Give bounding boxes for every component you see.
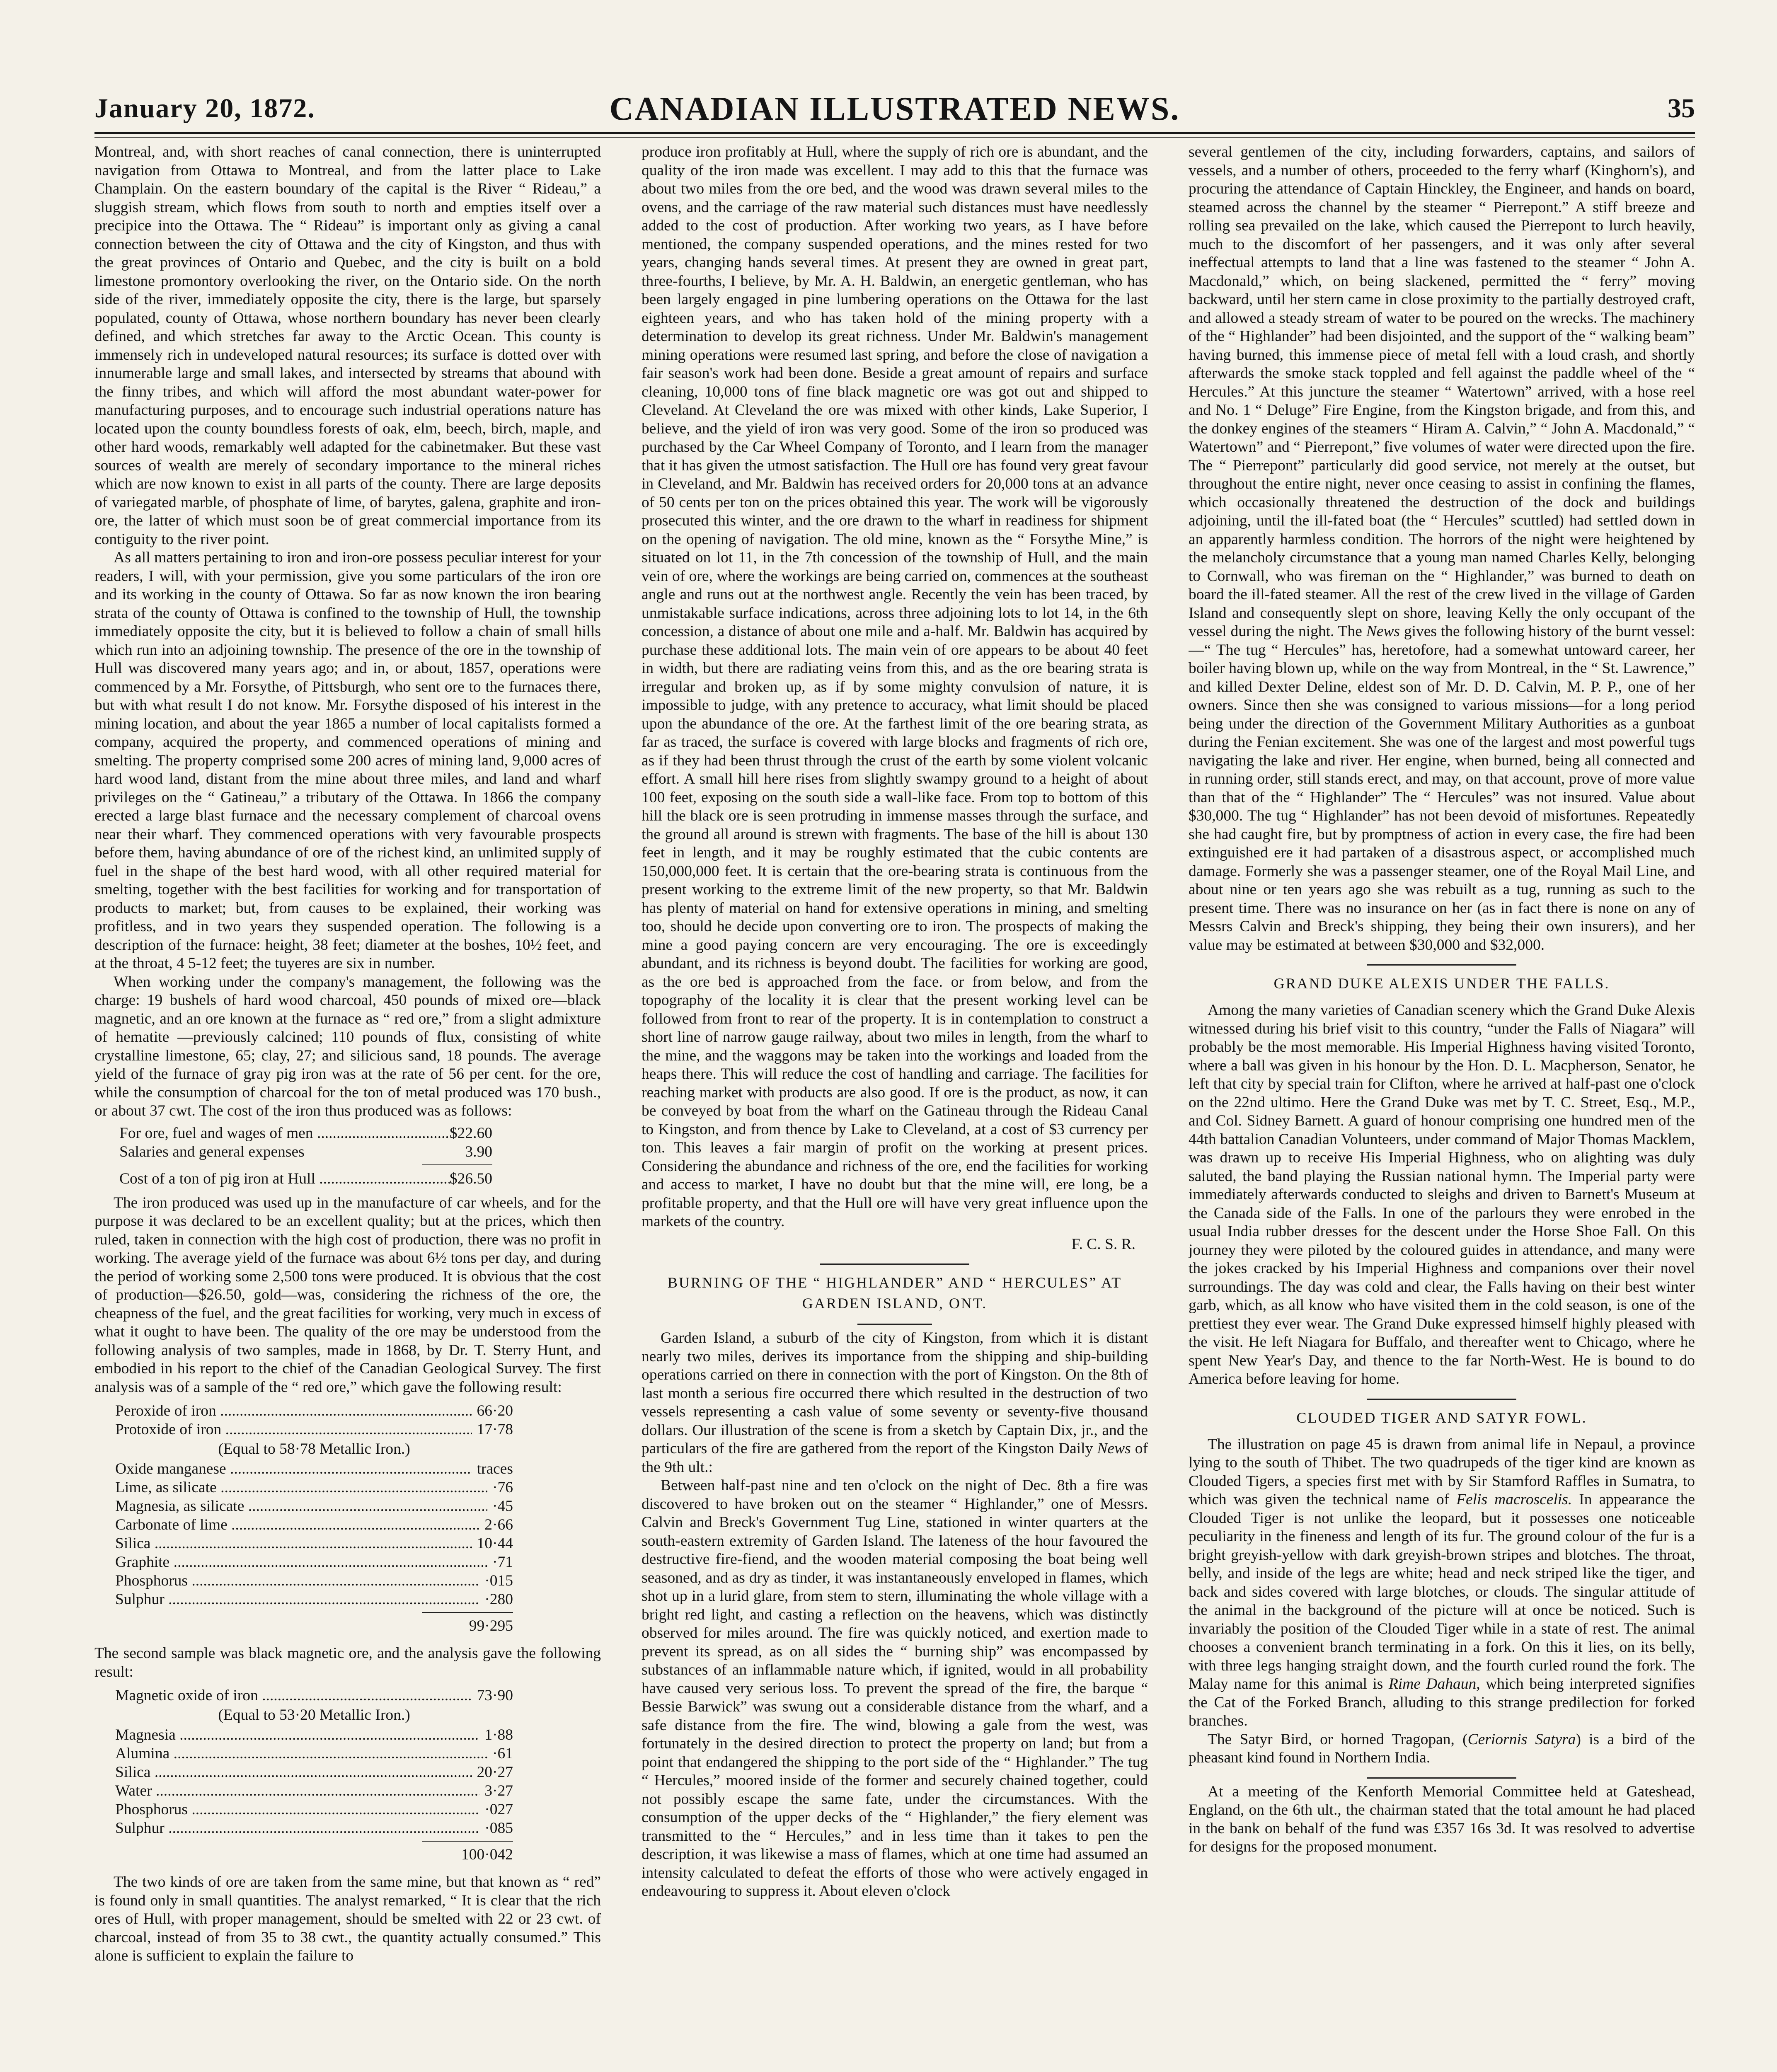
analysis-value: ·76 xyxy=(492,1479,513,1496)
analysis-value: traces xyxy=(477,1460,513,1477)
analysis-row xyxy=(115,1534,513,1553)
analysis-total: 100·042 xyxy=(461,1846,513,1863)
analysis-label: Peroxide of iron ..... xyxy=(115,1402,472,1420)
analysis-value: 1·88 xyxy=(484,1726,513,1743)
analysis-value: ·280 xyxy=(484,1591,513,1608)
page-number: 35 xyxy=(1668,93,1695,123)
italic-term: Felis macroscelis. xyxy=(1456,1491,1572,1508)
analysis-label: Silica ..... xyxy=(115,1534,472,1553)
paragraph xyxy=(1189,143,1695,954)
cost-total-value: $26.50 xyxy=(449,1170,492,1187)
analysis-label: Sulphur ..... xyxy=(115,1819,479,1837)
analysis-label: Carbonate of lime ..... xyxy=(115,1515,479,1534)
sum-rule xyxy=(422,1164,492,1165)
analysis-row xyxy=(115,1744,513,1763)
section-divider xyxy=(820,1264,969,1265)
analysis-row xyxy=(115,1571,513,1590)
paragraph: Montreal, and, with short reaches of canal connection, there is uninterrupted navigation from Ottawa to Montreal, and from the latter place to Lake Champlain. On the eastern boundary of the capital is the River “ Rideau,” a sluggish stream, which flows from south to north and empties itself over a precipice into the Ottawa. The “ Rideau” is important only as giving a canal connection between the city of Ottawa and the city of Kingston, and thus with the great provinces of Ontario and Quebec, and the city is built on a bold limestone promontory overlooking the river, on the Ontario side. On the north side of the river, immediately opposite the city, there is the large, but sparsely populated, county of Ottawa, whose northern boundary has never been clearly defined, and which stretches far away to the Arctic Ocean. This county is immensely rich in undeveloped natural resources; its surface is dotted over with innumerable large and small lakes, and intersected by streams that abound with the finny tribes, and which will afford the most abundant water-power for manufacturing purposes, and to encourage such industrial operations nature has located upon the county boundless forests of oak, elm, beech, birch, maple, and other hard woods, remarkably well adapted for the cabinetmaker. But these vast sources of wealth are merely of secondary importance to the mineral riches which are now known to exist in all parts of the county. There are large deposits of variegated marble, of phosphate of lime, of barytes, galena, graphite and iron-ore, the latter of which must soon be of great commercial importance from its contiguity to the river point. xyxy=(94,143,601,548)
analysis-row xyxy=(115,1478,513,1497)
masthead xyxy=(94,83,1695,128)
analysis-label: Magnesia, as silicate ..... xyxy=(115,1497,487,1515)
paragraph: As all matters pertaining to iron and iron-ore possess peculiar interest for your readers, I will, with your permission, give you some particulars of the iron ore and its working in the county of Ottawa. So far as now known the iron bearing strata of the county of Ottawa is confined to the township of Hull, the township immediately opposite the city, but it is believed to follow a chain of small hills which run into an adjoining township. The presence of the ore in the township of Hull was discovered many years ago; and in, or about, 1857, operations were commenced by a Mr. Forsythe, of Pittsburgh, who sent ore to the furnaces there, but with what result I do not know. Mr. Forsythe disposed of his interest in the mining location, and about the year 1865 a number of local capitalists formed a company, acquired the property, and commenced operations of mining and smelting. The property comprised some 200 acres of mining land, 9,000 acres of hard wood land, distant from the mine about three miles, and land and wharf privileges on the “ Gatineau,” a tributary of the Ottawa. In 1866 the company erected a large blast furnace and the necessary complement of charcoal ovens near their wharf. They commenced operations with very favourable prospects before them, having abundance of ore of the richest kind, an unlimited supply of fuel in the shape of the best hard wood, with all other required material for smelting, together with the best facilities for working and for transportation of products to market; but, from causes to be explained, their working was profitless, and in two years they suspended operation. The following is a description of the furnace: height, 38 feet; diameter at the boshes, 10½ feet, and at the throat, 4 5-12 feet; the tuyeres are six in number. xyxy=(94,549,601,972)
cost-total-row xyxy=(119,1169,492,1188)
italic-term: Rime Dahaun, xyxy=(1388,1675,1480,1692)
issue-date: January 20, 1872. xyxy=(94,93,315,123)
analysis-label: Lime, as silicate ..... xyxy=(115,1478,487,1497)
analysis-value: ·61 xyxy=(492,1745,513,1762)
paragraph-text: The illustration on page 45 is drawn from animal life in Nepaul, a province lying to the south of Thibet. The two quadrupeds of the tiger kind are known as Clouded Tigers, a species first met with by Sir Stamford Raffles in Sumatra, to which was given the technical name of xyxy=(1189,1435,1695,1508)
analysis-label: Silica ..... xyxy=(115,1763,472,1782)
cost-row xyxy=(119,1143,492,1161)
analysis-row xyxy=(115,1800,513,1819)
analysis-label: Sulphur ..... xyxy=(115,1590,479,1609)
analysis-row xyxy=(115,1460,513,1478)
paragraph-text: of the 9th ult.: xyxy=(642,1440,1148,1476)
paragraph: Between half-past nine and ten o'clock on the night of Dec. 8th a fire was discovered to have broken out on the steamer “ Highlander,” one of Messrs. Calvin and Breck's Government Tug Line, stationed in winter quarters at the south-eastern extremity of Garden Island. The lateness of the hour favoured the destructive fire-fiend, and the wooden material composing the boat being well seasoned, and as dry as tinder, it was instantaneously enveloped in flames, which shot up in a lurid glare, from stem to stern, illuminating the whole village with a bright red light, and casting a reflection on the heavens, which was distinctly observed for miles around. The fire was quickly noticed, and exertion made to prevent its spread, as on all sides the “ burning ship” was encompassed by substances of an inflammable nature which, if ignited, would in all probability have caused very serious loss. To prevent the spread of the fire, the barque “ Bessie Barwick” was swung out a considerable distance from the wharf, and a safe distance from the fire. The wind, blowing a gale from the west, was fortunately in the desired direction to protect the property on land; but from a point that endangered the shipping to the port side of the “ Highlander.” The tug “ Hercules,” moored inside of the former and securely chained together, could not possibly escape the same fate, under the circumstances. With the consumption of the upper decks of the “ Highlander,” the fiery element was transmitted to the “ Hercules,” and in less time than it takes to pen the description, it was likewise a mass of flames, which at one time had assumed an intensity calculated to defeat the efforts of those who were actively engaged in endeavouring to suppress it. About eleven o'clock xyxy=(642,1477,1148,1900)
paragraph-text: gives the following history of the burnt vessel:—“ The tug “ Hercules” has, heretofore, had a somewhat untoward career, her boiler having blown up, while on the way from Montreal, in the “ St. Lawrence,” and killed Dexter Deline, eldest son of Mr. D. D. Calvin, M. P. P., one of her owners. Since then she was consigned to various missions—for a long period being under the direction of the Government Military Authorities as a gunboat during the Fenian excitement. She was one of the largest and most powerful tugs navigating the lake and river. Her engine, when burned, being all connected and in running order, still stands erect, and may, on that account, prove of more value than that of the “ Highlander” The “ Hercules” was not insured. Value about $30,000. The tug “ Highlander” has not been devoid of misfortunes. Repeatedly she had caught fire, but by promptness of action in every case, the fire had been extinguished ere it had partaken of a disastrous aspect, or accomplished much damage. Formerly she was a passenger steamer, one of the Royal Mail Line, and about nine or ten years ago she was rebuilt as a tug, running as such to the present time. There was no insurance on her (as in fact there is none on any of Messrs Calvin and Breck's shipping, they being their own insurers), and her value may be estimated at between $30,000 and $32,000. xyxy=(1189,623,1695,954)
italic-term: Ceriornis Satyra xyxy=(1467,1731,1576,1748)
column-2 xyxy=(642,143,1148,2072)
paragraph-text: several gentlemen of the city, including forwarders, captains, and sailors of vessels, and a number of others, proceeded to the ferry wharf (Kinghorn's), and procuring the attendance of Captain Hinckley, the Engineer, and hands on board, steamed across the channel by the steamer “ Pierrepont.” A stiff breeze and rolling sea prevailed on the lake, which caused the Pierrepont to lurch heavily, much to the discomfort of her passengers, and it was only after several ineffectual attempts to land that a line was fastened to the steamer “ John A. Macdonald,” which, on being slackened, permitted the “ ferry” moving backward, until her stern came in close proximity to the partially destroyed craft, and allowed a steady stream of water to be poured on the wrecks. The machinery of the “ Highlander” had been disjointed, and the support of the “ walking beam” having burned, this immense piece of metal fell with a loud crash, and shortly afterwards the smoke stack toppled and fell against the paddle wheel of the “ Hercules.” At this juncture the steamer “ Watertown” arrived, with a hose reel and No. 1 “ Deluge” Fire Engine, from the Kingston brigade, and from this, and the donkey engines of the steamers “ Hiram A. Calvin,” “ John A. Macdonald,” “ Watertown” and “ Pierrepont,” five volumes of water were directed upon the fire. The “ Pierrepont” particularly did good service, not merely at the outset, but throughout the entire night, never once ceasing to assist in confining the flames, which occasionally threatened the destruction of the dock and buildings adjoining, until the ill-fated boat (the “ Hercules” scuttled) had settled down in an apparently harmless condition. The horrors of the night were heightened by the melancholy circumstance that a young man named Charles Kelly, belonging to Cornwall, who was fireman on the “ Highlander,” was burned to death on board the ill-fated steamer. All the rest of the crew lived in the village of Garden Island and consequently slept on shore, leaving Kelly the only occupant of the vessel during the night. The xyxy=(1189,143,1695,640)
section-divider xyxy=(1367,1777,1516,1779)
analysis-label: Oxide manganese ..... xyxy=(115,1460,472,1478)
analysis-row xyxy=(115,1819,513,1837)
paragraph: The two kinds of ore are taken from the same mine, but that known as “ red” is found only in small quantities. The analyst remarked, “ It is clear that the rich ores of Hull, with proper management, should be smelted with 22 or 23 cwt. of charcoal, instead of from 35 to 38 cwt., the quantity actually consumed.” This alone is sufficient to explain the failure to xyxy=(94,1874,601,1964)
paragraph xyxy=(1189,1435,1695,1731)
paragraph-text: ) is a bird of the pheasant kind found in Northern India. xyxy=(1189,1731,1695,1766)
analysis-row xyxy=(115,1402,513,1420)
analysis-label: Magnetic oxide of iron ..... xyxy=(115,1686,472,1705)
analysis-row xyxy=(115,1590,513,1609)
section-divider xyxy=(1367,964,1516,966)
analysis-note: (Equal to 53·20 Metallic Iron.) xyxy=(218,1706,410,1723)
analysis-label: Graphite ..... xyxy=(115,1553,487,1571)
paragraph: The iron produced was used up in the manufacture of car wheels, and for the purpose it was declared to be an excellent quality; but at the prices, which then ruled, taken in connection with the high cost of production, there was no profit in working. The average yield of the furnace was about 6½ tons per day, and during the period of working some 2,500 tons were produced. It is obvious that the cost of production—$26.50, gold—was, considering the richness of the ore, the cheapness of the fuel, and the great facilities for working, very much in excess of what it ought to have been. The quality of the ore may be understood from the following analysis of two samples, made in 1868, by Dr. T. Sterry Hunt, and embodied in his report to the chief of the Canadian Geological Survey. The first analysis was of a sample of the “ red ore,” which gave the following result: xyxy=(94,1194,601,1396)
analysis-row xyxy=(115,1763,513,1782)
paragraph-text: which being interpreted signifies the Cat of the Forked Branch, alluding to this strange predilection for forked branches. xyxy=(1189,1675,1695,1729)
article-heading: BURNING OF THE “ HIGHLANDER” AND “ HERCULES” AT GARDEN ISLAND, ONT. xyxy=(667,1274,1122,1312)
analysis-value: 73·90 xyxy=(477,1687,513,1704)
analysis-value: ·71 xyxy=(492,1554,513,1571)
cost-value: 3.90 xyxy=(465,1143,492,1160)
analysis-label: Protoxide of iron ..... xyxy=(115,1420,472,1439)
sum-rule xyxy=(422,1841,513,1842)
cost-label: Salaries and general expenses xyxy=(119,1143,305,1160)
analysis-value: 20·27 xyxy=(477,1764,513,1781)
analysis-value: 10·44 xyxy=(477,1535,513,1552)
cost-value: $22.60 xyxy=(449,1124,492,1142)
analysis-row xyxy=(115,1553,513,1571)
analysis-total: 99·295 xyxy=(469,1617,513,1634)
italic-title: News xyxy=(1097,1440,1131,1457)
analysis-label: Alumina ..... xyxy=(115,1744,487,1763)
analysis-value: 66·20 xyxy=(477,1402,513,1419)
analysis-value: 2·66 xyxy=(484,1516,513,1533)
paragraph: produce iron profitably at Hull, where the supply of rich ore is abundant, and the quality of the iron made was excellent. I may add to this that the furnace was about two miles from the ore bed, and the wood was drawn several miles to the ovens, and the carriage of the raw material such distances must have needlessly added to the cost of production. After working two years, as I have before mentioned, the company suspended operations, and the mines rested for two years, changing hands several times. At present they are owned in great part, three-fourths, I believe, by Mr. A. H. Baldwin, an energetic gentleman, who has been largely engaged in pine lumbering operations on the Ottawa for the last eighteen years, and who has taken hold of the mining property with a determination to develop its great richness. Under Mr. Baldwin's management mining operations were resumed last spring, and before the close of navigation a fair season's work had been done. Beside a great amount of repairs and surface cleaning, 10,000 tons of fine black magnetic ore was got out and shipped to Cleveland. At Cleveland the ore was mixed with other kinds, Lake Superior, I believe, and the yield of iron was very good. Some of the iron so produced was purchased by the Car Wheel Company of Toronto, and I learn from the manager that it has given the utmost satisfaction. The Hull ore has found very great favour in Cleveland, and Mr. Baldwin has received orders for 20,000 tons at an advance of 50 cents per ton on the prices obtained this year. The work will be vigorously prosecuted this winter, and the ore drawn to the wharf in readiness for shipment on the opening of navigation. The old mine, known as the “ Forsythe Mine,” is situated on lot 11, in the 7th concession of the township of Hull, and the main vein of ore, where the workings are being carried on, commences at the southeast angle and runs out at the northwest angle. Recently the vein has been traced, by unmistakable surface indications, across three adjoining lots to lot 14, in the 6th concession, a distance of about one mile and a-half. Mr. Baldwin has acquired by purchase these additional lots. The main vein of ore appears to be about 40 feet in width, but there are radiating veins from this, and as the ore bearing strata is irregular and broken up, as if by some mighty convulsion of nature, it is impossible to judge, with any pretence to accuracy, what limit should be placed upon the abundance of the ore. At the farthest limit of the ore bearing strata, as far as traced, the surface is covered with large blocks and fragments of rich ore, as if they had been thrust through the crust of the earth by some violent volcanic effort. A small hill here rises from slightly swampy ground to a height of about 100 feet, exposing on the south side a wall-like face. From top to bottom of this hill the black ore is seen protruding in immense masses through the surface, and the ground all around is strewn with fragments. The base of the hill is about 130 feet in length, and it may be roughly estimated that the cubic contents are 150,000,000 feet. It is certain that the ore-bearing strata is continuous from the present working to the extreme limit of the new property, so that Mr. Baldwin has plenty of material on hand for extensive operations in mining, and smelting too, should he decide upon converting ore to iron. The prospects of making the mine a good paying concern are very encouraging. The ore is exceedingly abundant, and its richness is beyond doubt. The facilities for working are good, as the ore bed is approached from the face. or from below, and from the topography of the locality it is clear that the present working level can be followed from front to rear of the property. It is in contemplation to construct a short line of narrow gauge railway, about two miles in length, from the wharf to the mine, and the waggons may be taken into the workings and loaded from the heaps there. This will reduce the cost of handling and carriage. The facilities for reaching market with products are also good. If ore is the product, as now, it can be conveyed by boat from the wharf on the Gatineau through the Rideau Canal to Kingston, and from thence by Lake to Cleveland, at a cost of $3 currency per ton. This leaves a fair margin of profit on the working at present prices. Considering the abundance and richness of the ore, end the facilities for working and access to market, I have no doubt but that the mine will, ere long, be a profitable property, and that the Hull ore will have very great influence upon the markets of the country. xyxy=(642,143,1148,1230)
sum-rule xyxy=(422,1612,513,1613)
masthead-rule-thin xyxy=(94,137,1695,138)
paragraph-text: In appearance the Clouded Tiger is not unlike the leopard, but it possesses one noticeable peculiarity in the fineness and length of its fur. The ground colour of the fur is a bright greyish-yellow with dark greyish-brown stripes and blotches. The throat, belly, and inside of the legs are white; head and neck striped like the tiger, and back and sides covered with large blotches, or clouds. The singular attitude of the animal in the background of the picture will at once be noticed. Such is invariably the position of the Clouded Tiger while in a state of rest. The animal chooses a convenient branch terminating in a fork. On this it lies, on its belly, with three legs hanging straight down, and the fourth curled round the fork. The Malay name for this animal is xyxy=(1189,1491,1695,1692)
paragraph: The second sample was black magnetic ore, and the analysis gave the following result: xyxy=(94,1645,601,1680)
analysis-label: Phosphorus ..... xyxy=(115,1800,479,1819)
paragraph xyxy=(642,1329,1148,1477)
paragraph-text: The Satyr Bird, or horned Tragopan, ( xyxy=(1208,1731,1468,1748)
analysis-label: Phosphorus ..... xyxy=(115,1571,479,1590)
newspaper-title: CANADIAN ILLUSTRATED NEWS. xyxy=(609,91,1180,127)
analysis-table-1 xyxy=(115,1402,513,1638)
analysis-label: Magnesia ..... xyxy=(115,1726,479,1744)
analysis-value: ·015 xyxy=(484,1572,513,1589)
analysis-value: 3·27 xyxy=(484,1782,513,1799)
section-divider xyxy=(857,1324,932,1325)
masthead-rule-thick xyxy=(94,132,1695,134)
analysis-value: ·085 xyxy=(484,1820,513,1837)
cost-total-label: Cost of a ton of pig iron at Hull ..... xyxy=(119,1169,450,1188)
analysis-value: 17·78 xyxy=(477,1421,513,1438)
analysis-note: (Equal to 58·78 Metallic Iron.) xyxy=(218,1440,410,1457)
analysis-value: ·027 xyxy=(484,1801,513,1818)
analysis-row xyxy=(115,1782,513,1800)
column-1 xyxy=(94,143,601,2072)
analysis-table-2 xyxy=(115,1686,513,1866)
cost-label: For ore, fuel and wages of men ..... xyxy=(119,1124,450,1143)
section-divider xyxy=(1367,1399,1516,1400)
paragraph: Among the many varieties of Canadian scenery which the Grand Duke Alexis witnessed during his brief visit to this country, “under the Falls of Niagara” will probably be the most memorable. His Imperial Highness having visited Toronto, where a ball was given in his honour by the Hon. D. L. Macpherson, Senator, he left that city by special train for Clifton, where he arrived at half-past one o'clock on the 22nd ultimo. Here the Grand Duke was met by T. C. Street, Esq., M.P., and Col. Sidney Barnett. A guard of honour comprising one hundred men of the 44th battalion Canadian Volunteers, under command of Major Thomas Macklem, was drawn up to receive His Imperial Highness, who on alighting was duly saluted, the band playing the Russian national hymn. The Imperial party were immediately afterwards conducted to sleighs and driven to Barnett's Museum at the Canada side of the Falls. In one of the parlours they were enrobed in the usual India rubber dresses for the descent under the Horse Shoe Fall. On this journey they were piloted by the coloured guides in attendance, and many were the jokes cracked by his Imperial Highness and companions over their novel surroundings. The day was cold and clear, the Falls having on their best winter garb, which, as all know who have visited them in the cold season, is one of the prettiest they ever wear. The Grand Duke expressed himself highly pleased with the visit. He left Niagara for Buffalo, and thereafter went to Chicago, where he spent New Year's Day, and thence to the far North-West. He is bound to do America before leaving for home. xyxy=(1189,1002,1695,1387)
analysis-label: Water ..... xyxy=(115,1782,479,1800)
paragraph-text: Garden Island, a suburb of the city of Kingston, from which it is distant nearly two miles, derives its importance from the shipping and ship-building operations carried on there in connection with the port of Kingston. On the 8th of last month a serious fire occurred there which resulted in the destruction of two vessels representing a cash value of some seventy or seventy-five thousand dollars. Our illustration of the scene is from a sketch by Captain Dix, jr., and the particulars of the fire are gathered from the report of the Kingston Daily xyxy=(642,1329,1148,1457)
paragraph: At a meeting of the Kenforth Memorial Committee held at Gateshead, England, on the 6th ult., the chairman stated that the total amount he had placed in the bank on behalf of the fund was £357 16s 3d. It was resolved to advertise for designs for the proposed monument. xyxy=(1189,1783,1695,1855)
article-heading: GRAND DUKE ALEXIS UNDER THE FALLS. xyxy=(1273,975,1610,992)
author-signature: F. C. S. R. xyxy=(1071,1235,1135,1253)
analysis-row xyxy=(115,1686,513,1705)
column-3 xyxy=(1189,143,1695,2072)
analysis-row xyxy=(115,1515,513,1534)
article-heading: CLOUDED TIGER AND SATYR FOWL. xyxy=(1296,1409,1587,1426)
analysis-row xyxy=(115,1726,513,1744)
analysis-value: ·45 xyxy=(492,1498,513,1515)
cost-row xyxy=(119,1124,492,1143)
italic-title: News xyxy=(1366,623,1400,640)
analysis-row xyxy=(115,1497,513,1515)
cost-table xyxy=(119,1124,492,1188)
analysis-row xyxy=(115,1420,513,1439)
paragraph: When working under the company's management, the following was the charge: 19 bushels of hard wood charcoal, 450 pounds of mixed ore—black magnetic, and an ore known at the furnace as “ red ore,” from a slight admixture of hematite —previously calcined; 110 pounds of flux, consisting of white crystalline limestone, 65; clay, 27; and silicious sand, 18 pounds. The average yield of the furnace of gray pig iron was at the rate of 56 per cent. for the ore, while the consumption of charcoal for the ton of metal produced was 170 bush., or about 37 cwt. The cost of the iron thus produced was as follows: xyxy=(94,973,601,1119)
paragraph xyxy=(1189,1731,1695,1767)
